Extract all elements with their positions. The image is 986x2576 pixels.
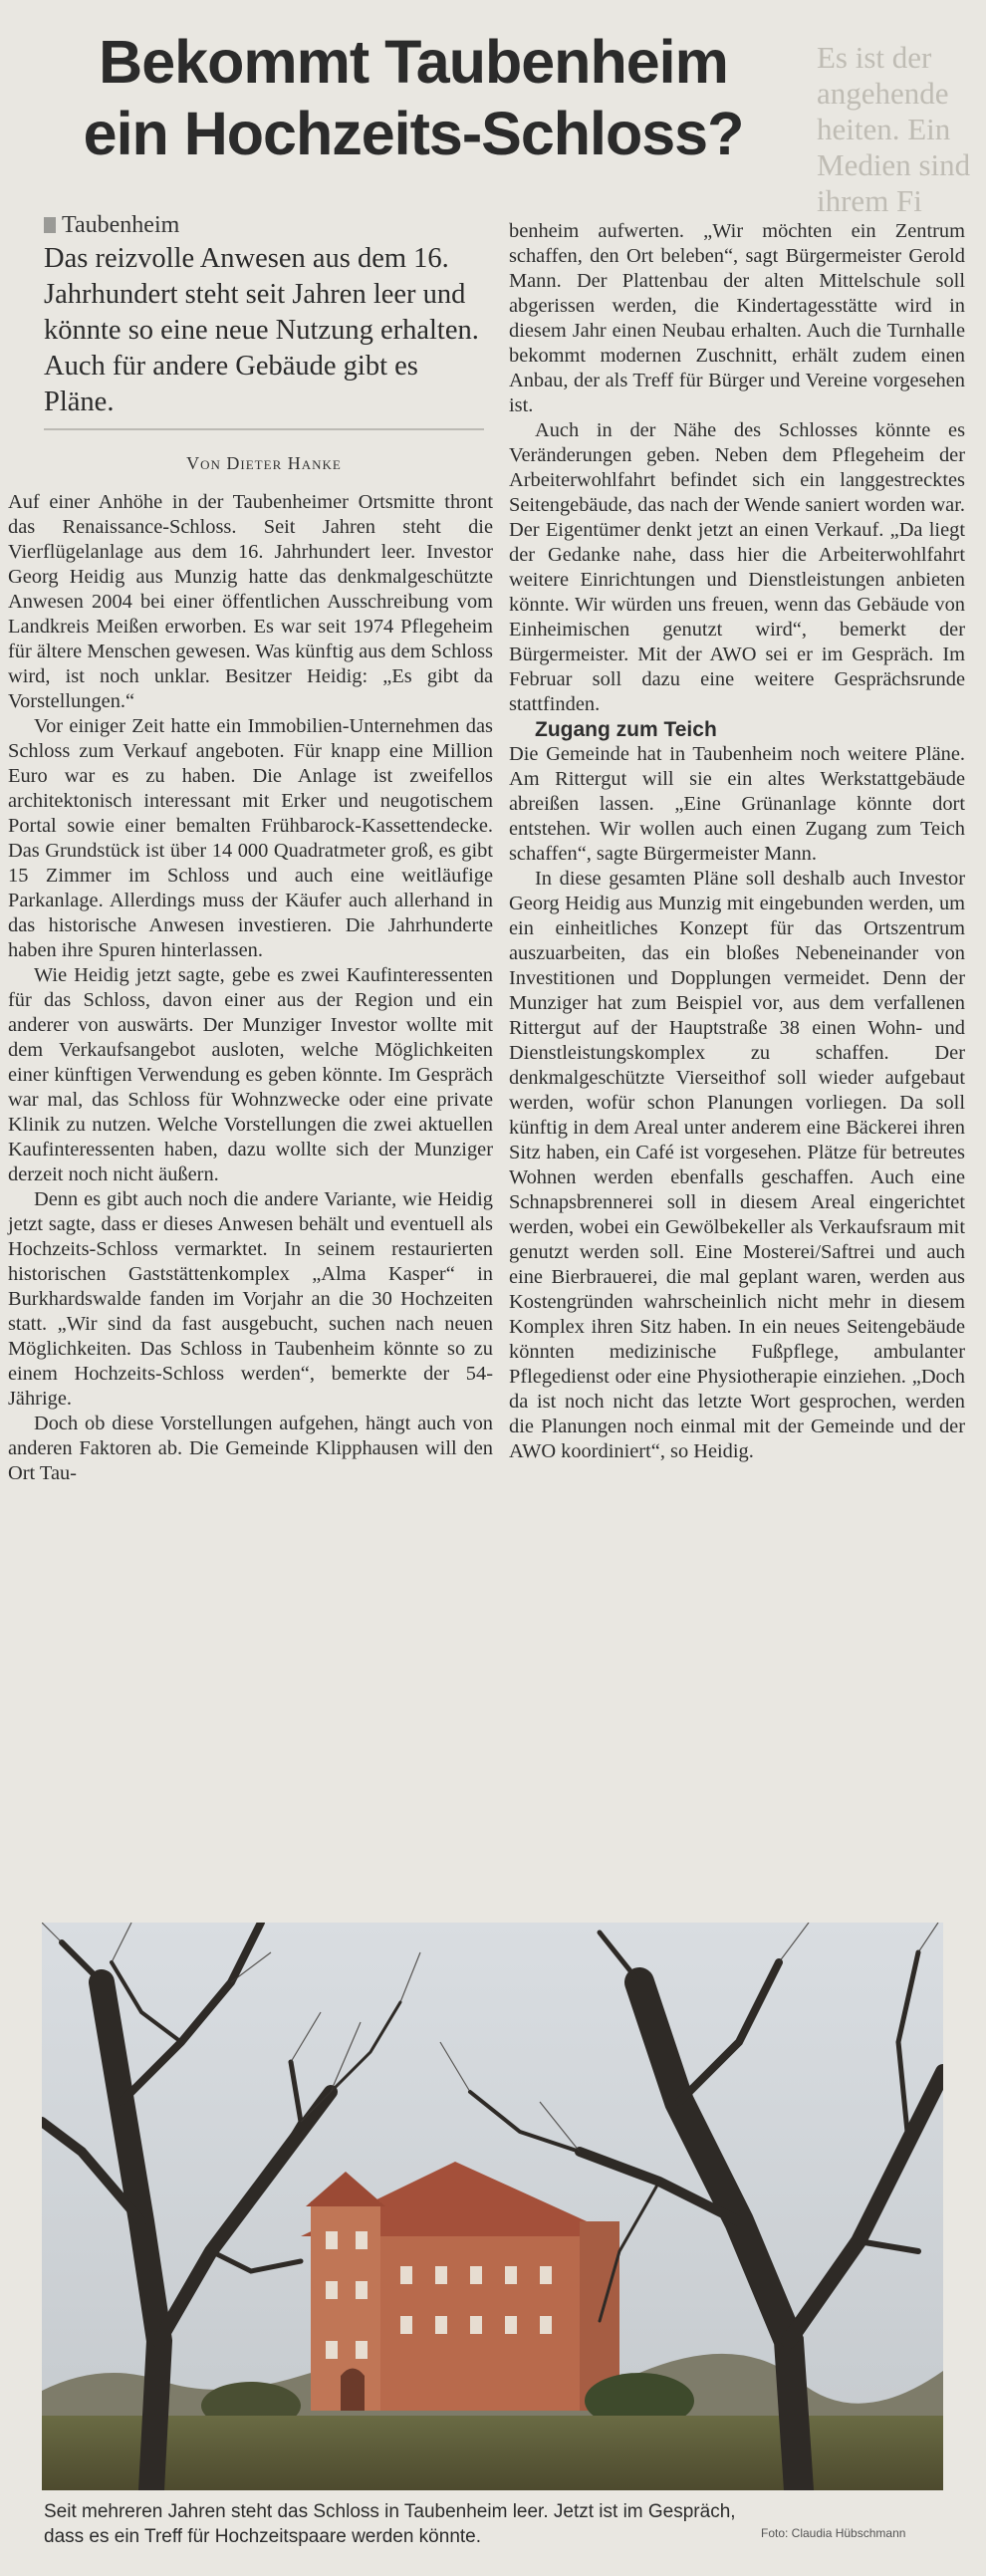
divider [44, 428, 484, 430]
caption-line-1: Seit mehreren Jahren steht das Schloss in Taubenheim leer. Jetzt ist im Gespräch, [44, 2501, 736, 2522]
paragraph: Wie Heidig jetzt sagte, gebe es zwei Kaufinteressenten für das Schloss, davon einer aus der Region und ein anderer von auswärts. Der Munziger Investor wollte mit dem Verkaufsangebot ausloten, welche Möglichkeiten einer künftigen Verwendung es geben könnte. Im Gespräch war mal, das Schloss für Wohnzwecke oder eine private Klinik zu nutzen. Welche Vorstellungen die zwei aktuellen Kaufinteressenten haben, dazu wollte sich der Munziger derzeit noch nicht äußern. [8, 964, 493, 1185]
subheading: Zugang zum Teich [535, 718, 717, 741]
kicker [44, 211, 482, 239]
paragraph: Auch in der Nähe des Schlosses könnte es Veränderungen geben. Neben dem Pflegeheim der Arbeiterwohlfahrt befindet sich ein langgestrecktes Seitengebäude, das nach der Wende saniert worden war. Der Eigentümer denkt jetzt an einen Verkauf. „Da liegt der Gedanke nahe, dass hier die Arbeiterwohlfahrt weitere Einrichtungen und Dienstleistungen anbieten könnte. Wir würden uns freuen, wenn das Gebäude von Einheimischen genutzt wird“, bemerkt der Bürgermeister. Mit der AWO sei er im Gespräch. Im Februar soll dazu eine weitere Gesprächsrunde stattfinden. [509, 419, 965, 715]
adjacent-article-fragment: Es ist der angehende heiten. Ein Medien sind ihrem Fi [817, 40, 971, 218]
paragraph: Doch ob diese Vorstellungen aufgehen, hängt auch von anderen Faktoren ab. Die Gemeinde Klipphausen will den Ort Tau- [8, 1413, 493, 1484]
paragraph: Denn es gibt auch noch die andere Variante, wie Heidig jetzt sagte, dass er dieses Anwesen behält und eventuell als Hochzeits-Schloss vermarktet. In seinem restaurierten historischen Gaststättenkomplex „Alma Kasper“ in Burkhardswalde fanden im Vorjahr an die 30 Hochzeiten statt. „Wir sind da fast ausgebucht, suchen nach neuen Möglichkeiten. Das Schloss in Taubenheim könnte so zu einem Hochzeits-Schloss werden“, bemerkte der 54-Jährige. [8, 1188, 493, 1410]
headline [40, 26, 787, 169]
kicker-label: Taubenheim [62, 212, 180, 238]
headline-line-2: ein Hochzeits-Schloss? [83, 100, 744, 167]
photo-credit: Foto: Claudia Hübschmann [761, 2526, 906, 2540]
paragraph: Auf einer Anhöhe in der Taubenheimer Ortsmitte thront das Renaissance-Schloss. Seit Jahren steht die Vierflügelanlage aus dem 16. Jahrhundert leer. Investor Georg Heidig aus Munzig hatte das denkmalgeschützte Anwesen 2004 bei einer öffentlichen Ausschreibung vom Landkreis Meißen erworben. Es war seit 1974 Pflegeheim für ältere Menschen gewesen. Was künftig aus dem Schloss wird, ist noch unklar. Besitzer Heidig: „Es gibt da Vorstellungen.“ [8, 491, 493, 712]
paragraph: Vor einiger Zeit hatte ein Immobilien-Unternehmen das Schloss zum Verkauf angeboten. Für knapp eine Million Euro war es zu haben. Die Anlage ist zweifellos architektonisch interessant mit Erker und neugotischem Portal sowie einer bemalten Frühbarock-Kassettendecke. Das Grundstück ist über 14 000 Quadratmeter groß, es gibt 15 Zimmer im Schloss und auch eine weitläufige Parkanlage. Allerdings muss der Käufer auch allerhand in das historische Anwesen investieren. Die Jahrhunderte haben ihre Spuren hinterlassen. [8, 715, 493, 961]
byline: Von Dieter Hanke [186, 453, 342, 473]
photo-caption [44, 2499, 900, 2549]
paragraph: Die Gemeinde hat in Taubenheim noch weitere Pläne. Am Rittergut will sie ein altes Werkstattgebäude abreißen lassen. „Eine Grünanlage könnte dort entstehen. Wir wollen auch einen Zugang zum Teich schaffen“, sagte Bürgermeister Mann. [509, 743, 965, 865]
castle-photo-drawing [42, 1923, 943, 2490]
castle-photo [42, 1923, 943, 2490]
teaser: Das reizvolle Anwesen aus dem 16. Jahrhundert steht seit Jahren leer und könnte so eine neue Nutzung erhalten. Auch für andere Gebäude gibt es Pläne. [44, 243, 479, 417]
headline-line-1: Bekommt Taubenheim [99, 28, 728, 96]
caption-line-2: dass es ein Treff für Hochzeitspaare werden könnte. [44, 2526, 482, 2547]
paragraph: In diese gesamten Pläne soll deshalb auch Investor Georg Heidig aus Munzig mit eingebunden werden, um ein einheitliches Konzept für das Ortszentrum auszuarbeiten, das ein bloßes Nebeneinander von Investitionen und Dopplungen vermeidet. Denn der Munziger hat zum Beispiel vor, aus dem verfallenen Rittergut auf der Hauptstraße 38 einen Wohn- und Dienstleistungskomplex zu schaffen. Der denkmalgeschützte Vierseithof soll wieder aufgebaut werden, wofür schon Planungen vorliegen. Da soll künftig in dem Areal unter anderem eine Bäckerei ihren Sitz haben, ein Café ist vorgesehen. Plätze für betreutes Wohnen werden ebenfalls geschaffen. Auch eine Schnapsbrennerei soll in diesem Areal eingerichtet werden, wobei ein Gewölbekeller als Verkaufsraum mit genutzt werden soll. Eine Mosterei/Saftrei und auch eine Bierbrauerei, die mal geplant waren, werden aus Kostengründen wahrscheinlich nicht mehr in diesem Komplex ihren Sitz haben. In ein neues Seitengebäude könnten medizinische Fußpflege, ambulanter Pflegedienst oder eine Physiotherapie einziehen. „Doch da ist noch nicht das letzte Wort gesprochen, werden die Planungen noch einmal mit der Gemeinde und der AWO koordiniert“, so Heidig. [509, 868, 965, 1462]
paragraph: benheim aufwerten. „Wir möchten ein Zentrum schaffen, den Ort beleben“, sagt Bürgermeister Gerold Mann. Der Plattenbau der alten Mittelschule soll abgerissen werden, die Kindertagesstätte wird in diesem Jahr einen Neubau erhalten. Auch die Turnhalle bekommt modernen Zuschnitt, erhält zudem einen Anbau, der als Treff für Bürger und Vereine vorgesehen ist. [509, 220, 965, 416]
article-column-2 [509, 219, 965, 1464]
article-column-1 [8, 490, 493, 1486]
kicker-square-icon [44, 217, 56, 233]
